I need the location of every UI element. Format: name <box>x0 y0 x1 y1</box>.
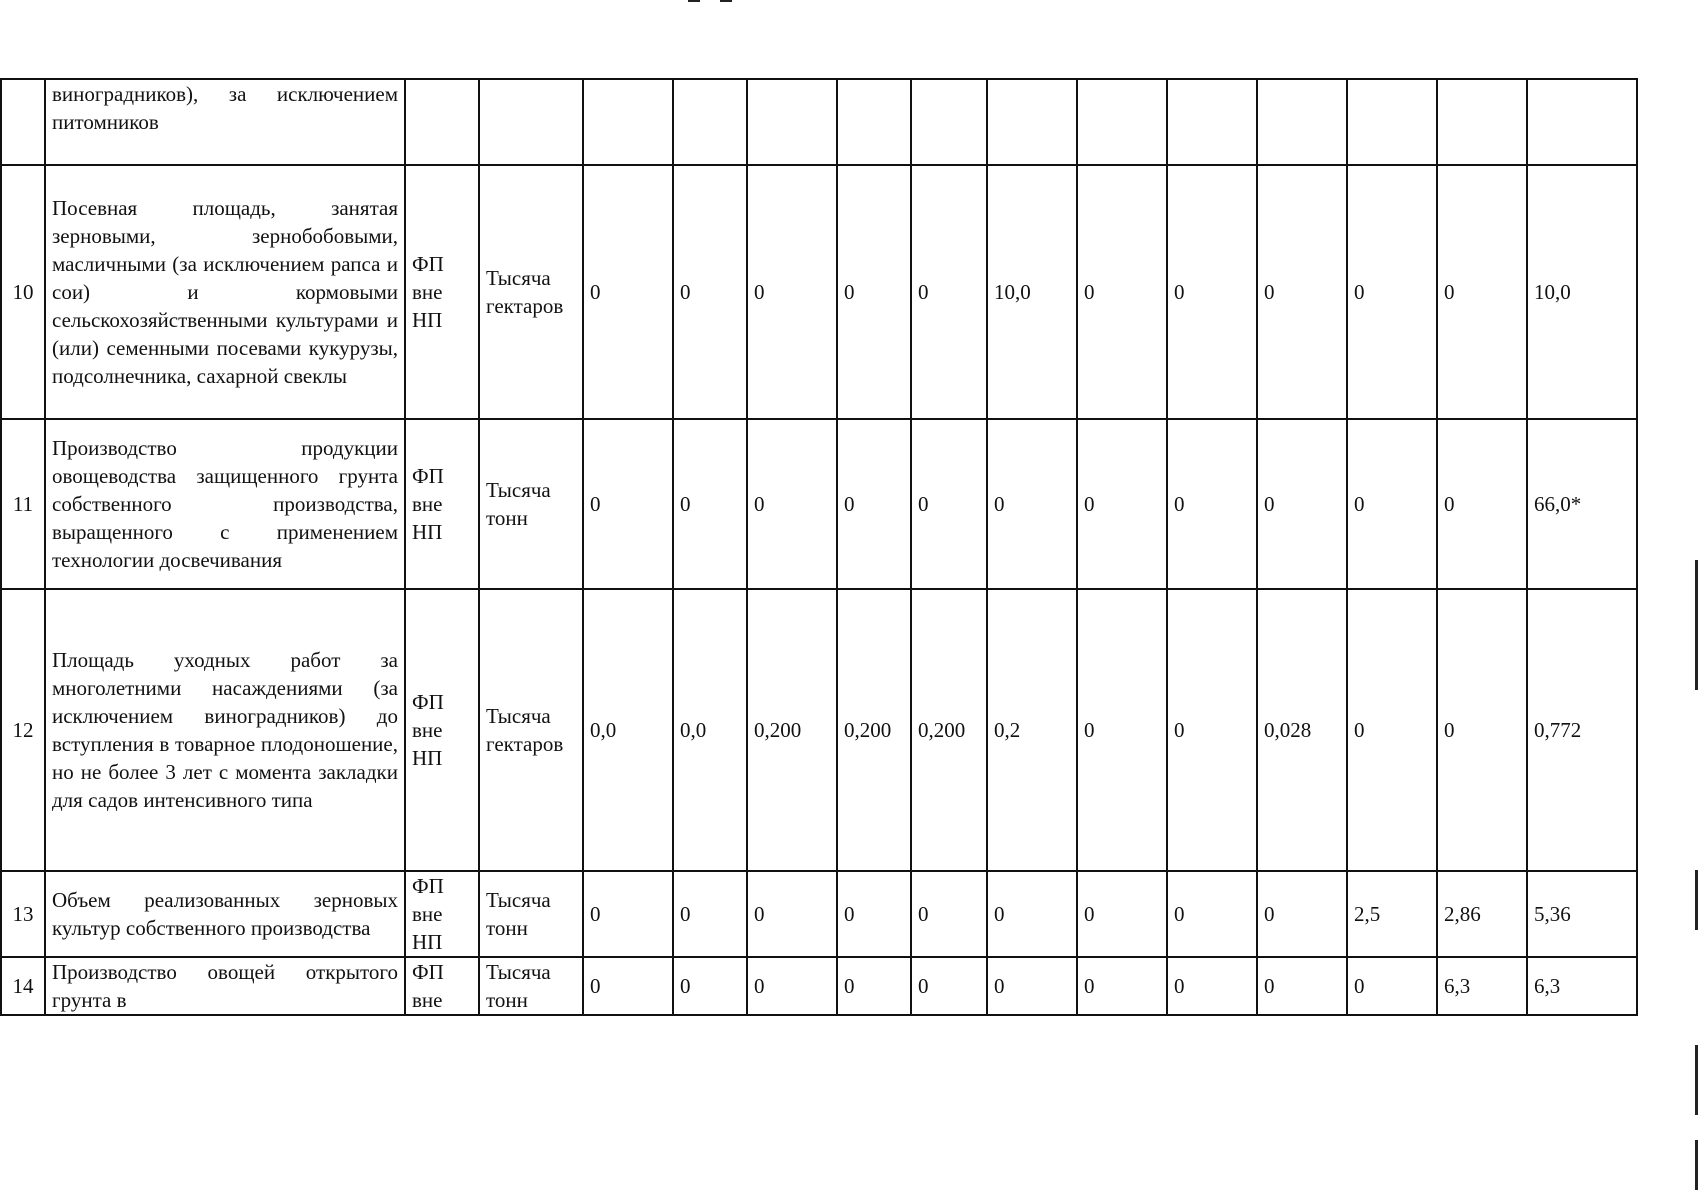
row-number: 12 <box>1 589 45 871</box>
value-cell: 0 <box>837 957 911 1015</box>
row-number: 14 <box>1 957 45 1015</box>
unit-of-measure: Тысяча тонн <box>479 419 583 589</box>
value-cell: 0 <box>1257 871 1347 957</box>
unit-of-measure: Тысяча гектаров <box>479 165 583 419</box>
value-cell: 0,200 <box>911 589 987 871</box>
value-cell: 0 <box>1167 871 1257 957</box>
value-cell: 0 <box>747 165 837 419</box>
funding-source: ФП вне НП <box>405 871 479 957</box>
value-cell: 0 <box>987 871 1077 957</box>
indicator-description: Производство продукции овощеводства защищенного грунта собственного производства, выращенного с применением технологии досвечивания <box>45 419 405 589</box>
unit-of-measure: Тысяча гектаров <box>479 589 583 871</box>
page-mark-dash <box>720 0 732 2</box>
row-number: 13 <box>1 871 45 957</box>
page-mark-dash <box>688 0 700 2</box>
value-cell: 0 <box>747 871 837 957</box>
value-cell: 0 <box>1347 589 1437 871</box>
value-cell: 0 <box>1257 957 1347 1015</box>
funding-source <box>405 79 479 165</box>
value-cell: 0 <box>1077 419 1167 589</box>
table-row <box>1 589 1637 871</box>
value-cell: 0 <box>911 871 987 957</box>
value-cell: 0,200 <box>747 589 837 871</box>
value-cell: 0 <box>1347 165 1437 419</box>
value-cell: 2,86 <box>1437 871 1527 957</box>
indicator-description: Производство овощей открытого грунта в <box>45 957 405 1015</box>
value-cell: 0 <box>673 957 747 1015</box>
value-cell: 0 <box>1257 165 1347 419</box>
value-cell <box>1527 79 1637 165</box>
value-cell: 0 <box>837 165 911 419</box>
value-cell <box>1347 79 1437 165</box>
value-cell: 0 <box>583 871 673 957</box>
value-cell: 0 <box>837 419 911 589</box>
value-cell: 10,0 <box>1527 165 1637 419</box>
value-cell <box>837 79 911 165</box>
indicator-description: Площадь уходных работ за многолетними насаждениями (за исключением виноградников) до вступления в товарное плодоношение, но не более 3 лет с момента закладки для садов интенсивного типа <box>45 589 405 871</box>
value-cell: 0 <box>837 871 911 957</box>
value-cell: 0 <box>583 419 673 589</box>
value-cell: 0 <box>1437 165 1527 419</box>
value-cell: 0 <box>1167 419 1257 589</box>
value-cell: 0 <box>911 165 987 419</box>
value-cell: 0 <box>1077 589 1167 871</box>
row-number: 11 <box>1 419 45 589</box>
value-cell: 0 <box>1347 419 1437 589</box>
value-cell: 0 <box>1347 957 1437 1015</box>
funding-source: ФП вне НП <box>405 419 479 589</box>
value-cell <box>747 79 837 165</box>
funding-source: ФП вне НП <box>405 589 479 871</box>
value-cell: 0,028 <box>1257 589 1347 871</box>
indicator-description: виноградников), за исключением питомников <box>45 79 405 165</box>
value-cell: 66,0* <box>1527 419 1637 589</box>
value-cell: 5,36 <box>1527 871 1637 957</box>
row-number: 10 <box>1 165 45 419</box>
value-cell: 0 <box>911 957 987 1015</box>
unit-of-measure <box>479 79 583 165</box>
value-cell: 0 <box>1257 419 1347 589</box>
indicator-description: Объем реализованных зерновых культур собственного производства <box>45 871 405 957</box>
value-cell: 0 <box>673 871 747 957</box>
table-row <box>1 165 1637 419</box>
value-cell <box>1257 79 1347 165</box>
value-cell <box>1437 79 1527 165</box>
value-cell: 0 <box>673 165 747 419</box>
value-cell: 0 <box>1167 589 1257 871</box>
value-cell: 0,772 <box>1527 589 1637 871</box>
row-number <box>1 79 45 165</box>
value-cell: 0,2 <box>987 589 1077 871</box>
value-cell: 6,3 <box>1437 957 1527 1015</box>
table-row <box>1 957 1637 1015</box>
value-cell: 0,0 <box>583 589 673 871</box>
value-cell: 0 <box>1077 165 1167 419</box>
value-cell: 0 <box>1077 957 1167 1015</box>
value-cell: 0 <box>1077 871 1167 957</box>
value-cell: 0 <box>747 957 837 1015</box>
value-cell: 0 <box>747 419 837 589</box>
value-cell <box>673 79 747 165</box>
unit-of-measure: Тысяча тонн <box>479 957 583 1015</box>
indicators-table <box>0 78 1638 1016</box>
value-cell <box>911 79 987 165</box>
value-cell: 0 <box>1437 419 1527 589</box>
value-cell: 0 <box>673 419 747 589</box>
value-cell <box>1077 79 1167 165</box>
funding-source: ФП вне <box>405 957 479 1015</box>
funding-source: ФП вне НП <box>405 165 479 419</box>
value-cell: 0 <box>1167 957 1257 1015</box>
value-cell: 2,5 <box>1347 871 1437 957</box>
value-cell: 0 <box>911 419 987 589</box>
value-cell: 0 <box>583 165 673 419</box>
value-cell: 0 <box>583 957 673 1015</box>
unit-of-measure: Тысяча тонн <box>479 871 583 957</box>
table-row <box>1 871 1637 957</box>
value-cell: 0,200 <box>837 589 911 871</box>
table-row <box>1 79 1637 165</box>
value-cell: 0,0 <box>673 589 747 871</box>
value-cell <box>987 79 1077 165</box>
page-header-mark <box>688 0 788 2</box>
value-cell <box>1167 79 1257 165</box>
value-cell: 10,0 <box>987 165 1077 419</box>
value-cell: 6,3 <box>1527 957 1637 1015</box>
indicator-description: Посевная площадь, занятая зерновыми, зернобобовыми, масличными (за исключением рапса и сои) и кормовыми сельскохозяйственными культурами и (или) семенными посевами кукурузы, подсолнечника, сахарной свеклы <box>45 165 405 419</box>
value-cell <box>583 79 673 165</box>
value-cell: 0 <box>1437 589 1527 871</box>
value-cell: 0 <box>987 957 1077 1015</box>
table-row <box>1 419 1637 589</box>
value-cell: 0 <box>987 419 1077 589</box>
value-cell: 0 <box>1167 165 1257 419</box>
